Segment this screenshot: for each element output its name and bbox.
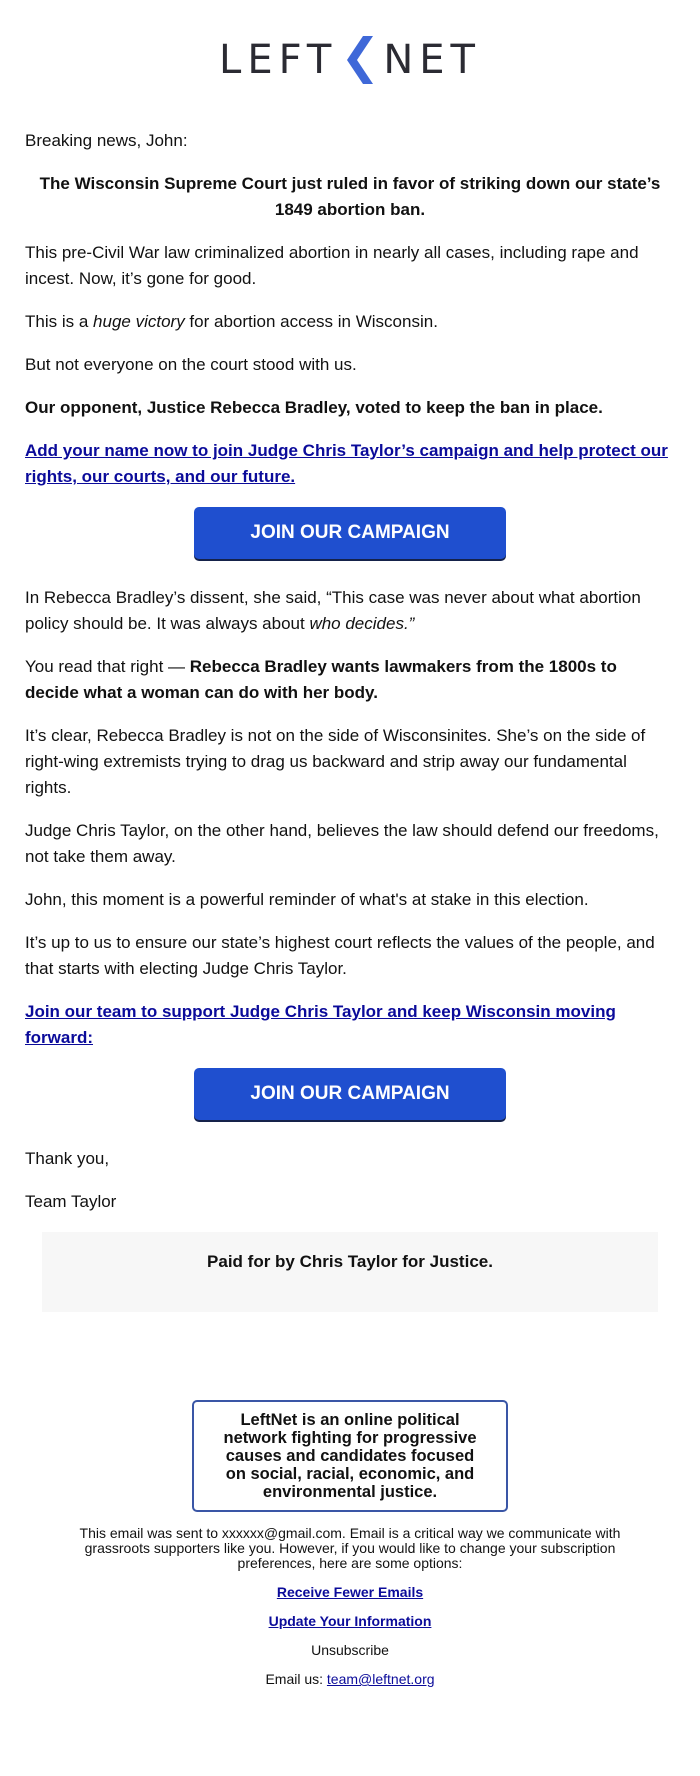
signoff: Team Taylor (25, 1192, 117, 1211)
thanks: Thank you, (25, 1149, 110, 1168)
leftnet-about-box: LeftNet is an online political network fighting for progressive causes and candidates focused on social, racial, economic, and environmental justice. (192, 1400, 508, 1512)
paragraph-4: Our opponent, Justice Rebecca Bradley, voted to keep the ban in place. (25, 398, 603, 417)
join-team-link[interactable]: Join our team to support Judge Chris Taylor and keep Wisconsin moving forward: (25, 1002, 616, 1047)
paragraph-6: You read that right — Rebecca Bradley wants lawmakers from the 1800s to decide what a woman can do with her body. (25, 657, 617, 702)
paragraph-2: This is a huge victory for abortion access in Wisconsin. (25, 312, 438, 331)
emphasis-who-decides: who decides.” (309, 614, 415, 633)
paragraph-3: But not everyone on the court stood with us. (25, 355, 357, 374)
headline: The Wisconsin Supreme Court just ruled in favor of striking down our state’s 1849 abortion ban. (39, 174, 661, 219)
join-campaign-button-2[interactable]: JOIN OUR CAMPAIGN (194, 1068, 506, 1120)
paragraph-8: Judge Chris Taylor, on the other hand, believes the law should defend our freedoms, not take them away. (25, 821, 659, 866)
update-information-link[interactable]: Update Your Information (268, 1613, 432, 1629)
paragraph-10: It’s up to us to ensure our state’s highest court reflects the values of the people, and that starts with electing Judge Chris Taylor. (25, 933, 655, 978)
logo-left-text: LEFT (219, 37, 338, 83)
paragraph-5: In Rebecca Bradley’s dissent, she said, “This case was never about what abortion policy should be. It was always about who decides.” (25, 588, 641, 633)
unsubscribe-link[interactable]: Unsubscribe (311, 1642, 389, 1658)
greeting: Breaking news, John: (25, 131, 188, 150)
paragraph-1: This pre-Civil War law criminalized abortion in nearly all cases, including rape and incest. Now, it’s gone for good. (25, 243, 639, 288)
paragraph-9: John, this moment is a powerful reminder of what's at stake in this election. (25, 890, 589, 909)
paid-for-disclaimer: Paid for by Chris Taylor for Justice. (42, 1232, 658, 1312)
paragraph-7: It’s clear, Rebecca Bradley is not on the side of Wisconsinites. She’s on the side of right-wing extremists trying to drag us backward and strip away our fundamental rights. (25, 726, 646, 797)
email-us-line: Email us: team@leftnet.org (265, 1671, 435, 1687)
chevron-left-icon (341, 36, 373, 84)
bold-statement: Rebecca Bradley wants lawmakers from the 1800s to decide what a woman can do with her body. (25, 657, 617, 702)
subscription-note: This email was sent to xxxxxx@gmail.com. Email is a critical way we communicate with grassroots supporters like you. However, if you would like to change your subscription preferences, here are some options: (79, 1525, 621, 1571)
add-name-link[interactable]: Add your name now to join Judge Chris Taylor’s campaign and help protect our rights, our courts, and our future. (25, 441, 668, 486)
logo-right-text: NET (383, 37, 481, 83)
receive-fewer-emails-link[interactable]: Receive Fewer Emails (276, 1584, 424, 1600)
email-address-link[interactable]: team@leftnet.org (326, 1671, 435, 1687)
join-campaign-button-1[interactable]: JOIN OUR CAMPAIGN (194, 507, 506, 559)
emphasis-huge-victory: huge victory (93, 312, 185, 331)
leftnet-logo (0, 30, 700, 90)
